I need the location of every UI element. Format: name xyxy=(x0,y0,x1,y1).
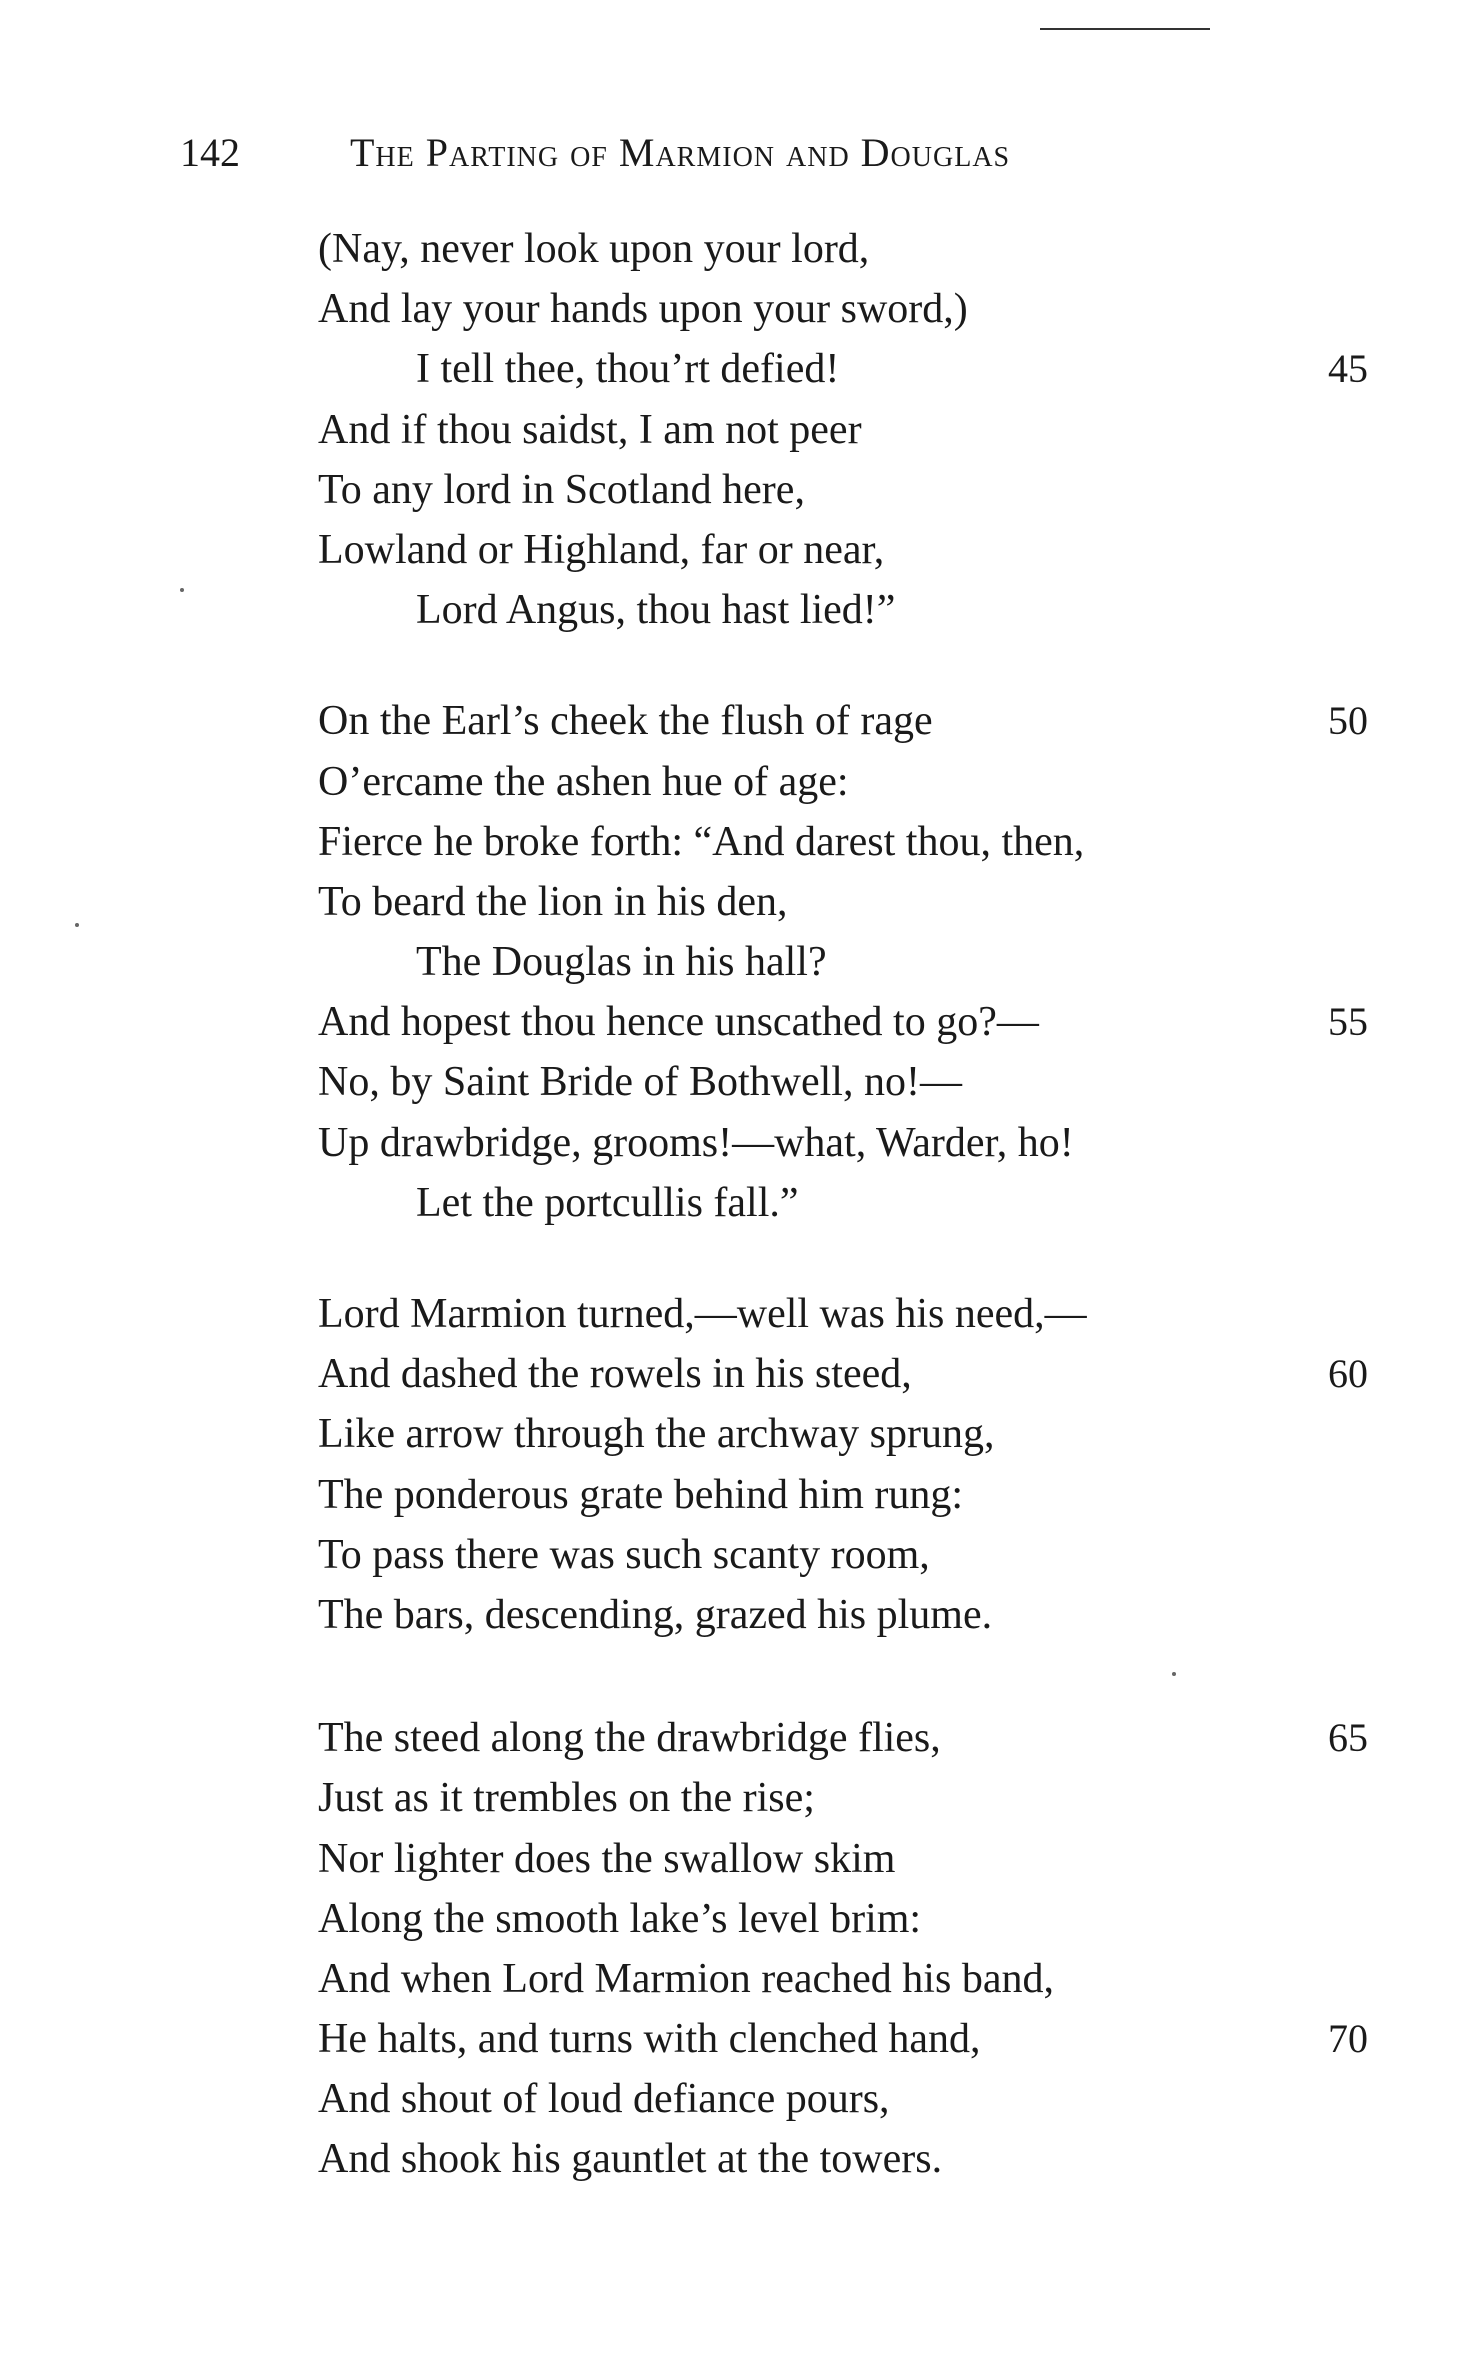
verse-line-text: Along the smooth lake’s level brim: xyxy=(318,1895,922,1942)
stanza-break xyxy=(318,1233,1398,1284)
verse-line xyxy=(318,1585,1398,1645)
verse-line-text: And hopest thou hence unscathed to go?— xyxy=(318,999,1039,1046)
verse-line-text: He halts, and turns with clenched hand, xyxy=(318,2016,981,2063)
verse-line xyxy=(318,691,1398,751)
verse-line-text: The ponderous grate behind him rung: xyxy=(318,1471,964,1518)
verse-line-text: And if thou saidst, I am not peer xyxy=(318,406,862,453)
verse-line xyxy=(318,812,1398,872)
verse-line xyxy=(318,1949,1398,2009)
line-number: 50 xyxy=(1328,698,1368,744)
verse-line xyxy=(318,2009,1398,2069)
verse-line-text: The bars, descending, grazed his plume. xyxy=(318,1591,993,1638)
verse-line-text: The Douglas in his hall? xyxy=(416,939,827,986)
verse-line-text: To pass there was such scanty room, xyxy=(318,1531,930,1578)
stanza xyxy=(318,1284,1398,1645)
verse-line xyxy=(318,1052,1398,1112)
verse-line xyxy=(318,1889,1398,1949)
poem-body xyxy=(318,219,1398,2190)
verse-line-text: And lay your hands upon your sword,) xyxy=(318,286,968,333)
verse-line-text: I tell thee, thou’rt defied! xyxy=(416,346,840,393)
verse-line-text: To any lord in Scotland here, xyxy=(318,466,805,513)
verse-line-text: And when Lord Marmion reached his band, xyxy=(318,1955,1054,2002)
verse-line xyxy=(318,2129,1398,2189)
stanza-break xyxy=(318,640,1398,691)
verse-line-text: Like arrow through the archway sprung, xyxy=(318,1411,995,1458)
verse-line-text: Lord Angus, thou hast lied!” xyxy=(416,587,896,634)
page-number: 142 xyxy=(180,130,240,175)
line-number: 65 xyxy=(1328,1715,1368,1761)
verse-line xyxy=(318,339,1398,399)
stanza xyxy=(318,1708,1398,2190)
verse-line xyxy=(318,932,1398,992)
page-header xyxy=(180,128,1300,178)
verse-line xyxy=(318,752,1398,812)
verse-line xyxy=(318,1708,1398,1768)
verse-line xyxy=(318,520,1398,580)
line-number: 60 xyxy=(1328,1351,1368,1397)
verse-line xyxy=(318,460,1398,520)
verse-line xyxy=(318,580,1398,640)
stanza xyxy=(318,691,1398,1233)
verse-line-text: Let the portcullis fall.” xyxy=(416,1179,799,1226)
verse-line-text: O’ercame the ashen hue of age: xyxy=(318,758,849,805)
verse-line-text: Up drawbridge, grooms!—what, Warder, ho! xyxy=(318,1119,1074,1166)
verse-line-text: The steed along the drawbridge flies, xyxy=(318,1715,941,1762)
verse-line xyxy=(318,279,1398,339)
verse-line-text: Fierce he broke forth: “And darest thou, then, xyxy=(318,818,1085,865)
verse-line-text: And shout of loud defiance pours, xyxy=(318,2076,890,2123)
verse-line-text: On the Earl’s cheek the flush of rage xyxy=(318,698,933,745)
verse-line xyxy=(318,2069,1398,2129)
running-title: The Parting of Marmion and Douglas xyxy=(350,130,1011,175)
verse-line xyxy=(318,1829,1398,1889)
verse-line-text: Lord Marmion turned,—well was his need,— xyxy=(318,1291,1087,1337)
verse-line xyxy=(318,1173,1398,1233)
verse-line-text: Nor lighter does the swallow skim xyxy=(318,1835,896,1882)
top-rule xyxy=(1040,28,1210,30)
verse-line xyxy=(318,1525,1398,1585)
verse-line-text: Lowland or Highland, far or near, xyxy=(318,526,885,573)
line-number: 55 xyxy=(1328,999,1368,1045)
verse-line xyxy=(318,1465,1398,1525)
verse-line xyxy=(318,1284,1398,1344)
verse-line-text: (Nay, never look upon your lord, xyxy=(318,226,870,272)
line-number: 45 xyxy=(1328,346,1368,392)
stanza xyxy=(318,219,1398,640)
verse-line-text: And shook his gauntlet at the towers. xyxy=(318,2136,943,2183)
verse-line xyxy=(318,219,1398,279)
verse-line-text: Just as it trembles on the rise; xyxy=(318,1775,815,1822)
verse-line-text: No, by Saint Bride of Bothwell, no!— xyxy=(318,1059,962,1106)
verse-line xyxy=(318,400,1398,460)
print-speck xyxy=(180,588,184,592)
verse-line xyxy=(318,1768,1398,1828)
verse-line xyxy=(318,872,1398,932)
print-speck xyxy=(1172,1672,1176,1676)
verse-line xyxy=(318,1344,1398,1404)
verse-line xyxy=(318,1404,1398,1464)
verse-line xyxy=(318,1113,1398,1173)
verse-line xyxy=(318,992,1398,1052)
verse-line-text: To beard the lion in his den, xyxy=(318,878,788,925)
verse-line-text: And dashed the rowels in his steed, xyxy=(318,1351,912,1398)
stanza-break xyxy=(318,1645,1398,1708)
print-speck xyxy=(75,923,79,927)
line-number: 70 xyxy=(1328,2016,1368,2062)
